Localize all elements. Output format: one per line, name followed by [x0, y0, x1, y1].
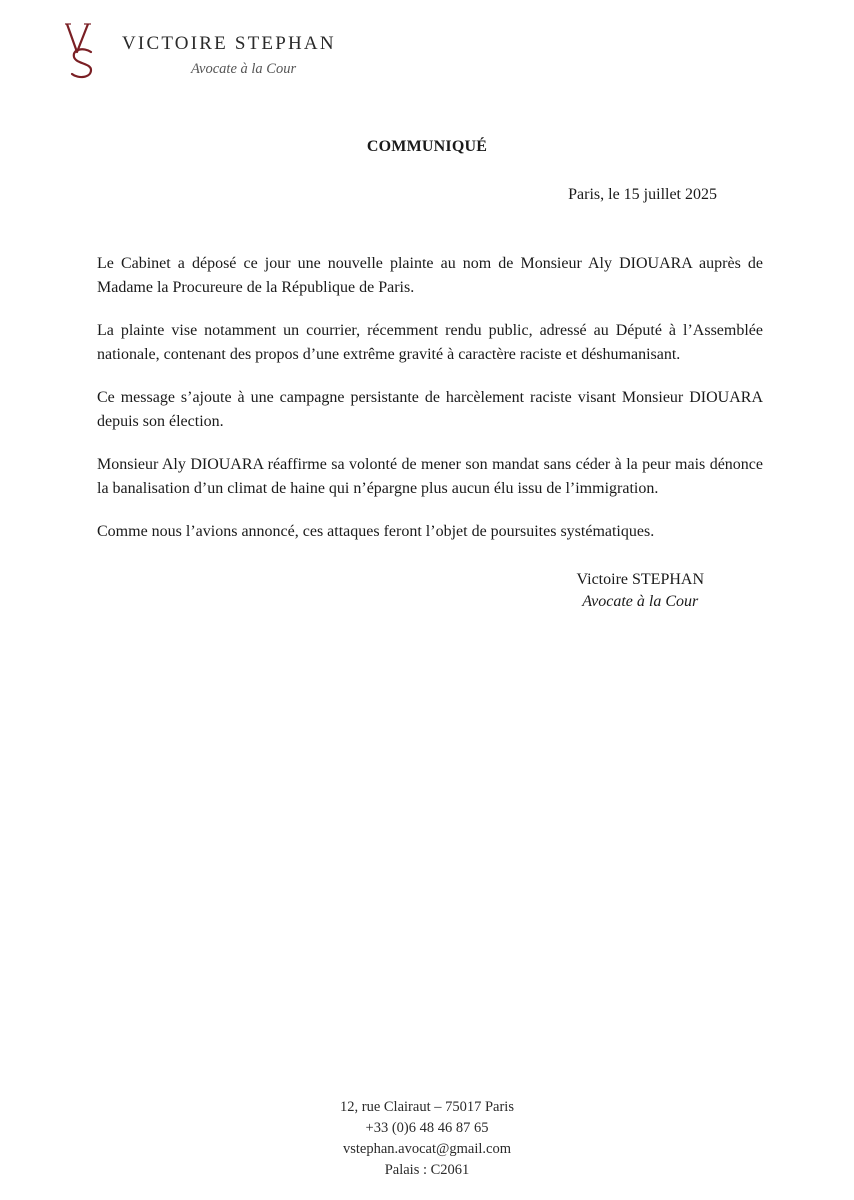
document-body	[97, 252, 763, 544]
signature-block	[577, 569, 704, 613]
document-title: COMMUNIQUÉ	[366, 138, 488, 155]
body-paragraph: Le Cabinet a déposé ce jour une nouvelle plainte au nom de Monsieur Aly DIOUARA auprès de Madame la Procureure de la République de Paris.	[97, 255, 763, 296]
footer-phone: +33 (0)6 48 46 87 65	[365, 1120, 489, 1136]
firm-subtitle: Avocate à la Cour	[191, 61, 297, 77]
body-paragraph: Ce message s’ajoute à une campagne persistante de harcèlement raciste visant Monsieur DIOUARA depuis son élection.	[97, 389, 763, 430]
signature-title: Avocate à la Cour	[582, 593, 699, 610]
letterhead	[64, 22, 384, 82]
body-paragraph: Comme nous l’avions annoncé, ces attaques feront l’objet de poursuites systématiques.	[97, 523, 655, 540]
body-paragraph: Monsieur Aly DIOUARA réaffirme sa volonté de mener son mandat sans céder à la peur mais dénonce la banalisation d’un climat de haine qui n’épargne plus aucun élu issu de l’immigration.	[97, 456, 763, 497]
body-paragraph: La plainte vise notamment un courrier, récemment rendu public, adressé au Député à l’Assemblée nationale, contenant des propos d’une extrême gravité à caractère raciste et déshumanisant.	[97, 322, 763, 363]
footer-palais: Palais : C2061	[384, 1162, 470, 1178]
footer-contact	[0, 1097, 854, 1181]
firm-name: VICTOIRE STEPHAN	[122, 33, 336, 54]
signature-name: Victoire STEPHAN	[576, 571, 704, 588]
footer-address: 12, rue Clairaut – 75017 Paris	[340, 1099, 514, 1115]
document-date: Paris, le 15 juillet 2025	[568, 186, 717, 203]
footer-email: vstephan.avocat@gmail.com	[343, 1141, 511, 1157]
vs-monogram-logo	[64, 22, 100, 80]
